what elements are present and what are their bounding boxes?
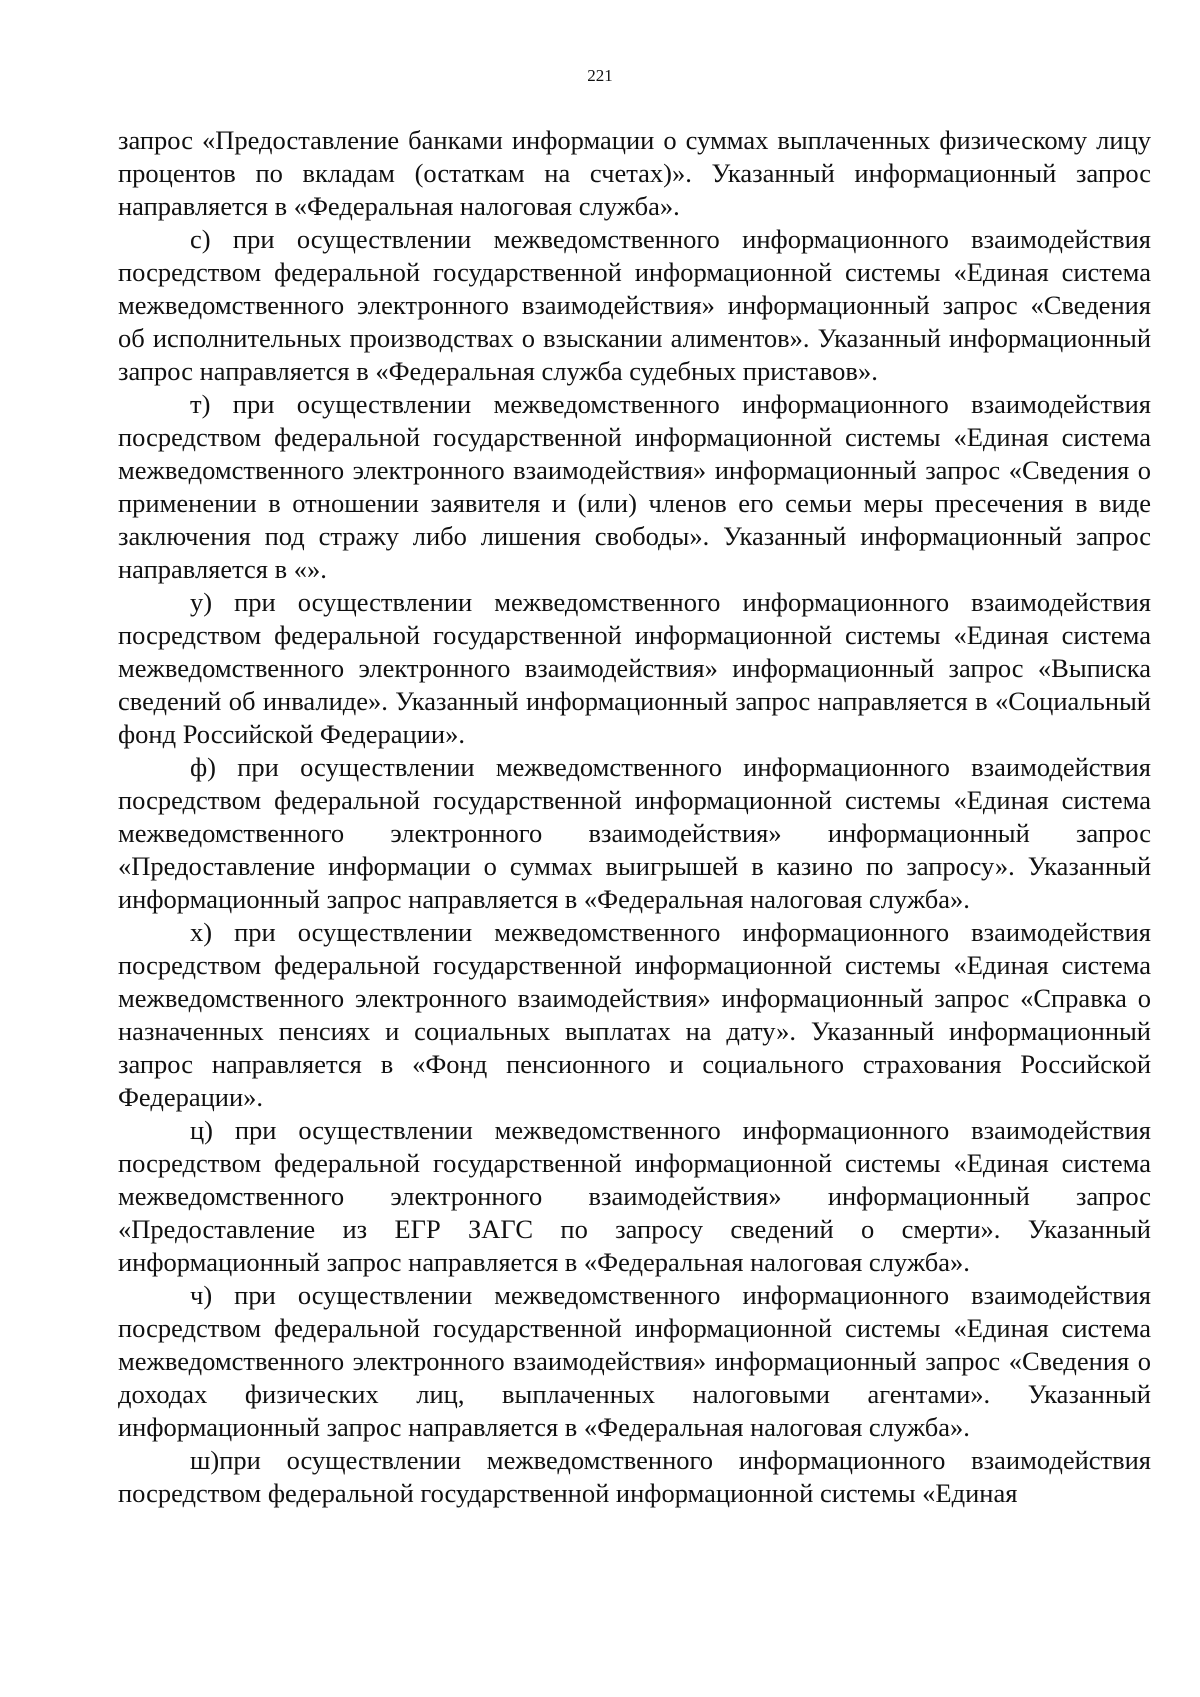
paragraph-continuation: запрос «Предоставление банками информации о суммах выплаченных физическому лицу процентов по вкладам (остаткам на счетах)». Указанный информационный запрос направляется в «Федеральная налоговая служба».: [118, 125, 1151, 221]
paragraph-item-u: у) при осуществлении межведомственного информационного взаимодействия посредством федеральной государственной информационной системы «Единая система межведомственного электронного взаимодействия» информационный запрос «Выписка сведений об инвалиде». Указанный информационный запрос направляется в «Социальный фонд Российской Федерации».: [118, 587, 1151, 749]
paragraph-item-ch: ч) при осуществлении межведомственного информационного взаимодействия посредством федеральной государственной информационной системы «Единая система межведомственного электронного взаимодействия» информационный запрос «Сведения о доходах физических лиц, выплаченных налоговыми агентами». Указанный информационный запрос направляется в «Федеральная налоговая служба».: [118, 1280, 1151, 1442]
paragraph-item-ts: ц) при осуществлении межведомственного информационного взаимодействия посредством федеральной государственной информационной системы «Единая система межведомственного электронного взаимодействия» информационный запрос «Предоставление из ЕГР ЗАГС по запросу сведений о смерти». Указанный информационный запрос направляется в «Федеральная налоговая служба».: [118, 1115, 1151, 1277]
paragraph-item-f: ф) при осуществлении межведомственного информационного взаимодействия посредством федеральной государственной информационной системы «Единая система межведомственного электронного взаимодействия» информационный запрос «Предоставление информации о суммах выигрышей в казино по запросу». Указанный информационный запрос направляется в «Федеральная налоговая служба».: [118, 752, 1151, 914]
paragraph-item-sh: ш)при осуществлении межведомственного информационного взаимодействия посредством федеральной государственной информационной системы «Единая: [118, 1445, 1151, 1508]
paragraph-item-s: с) при осуществлении межведомственного информационного взаимодействия посредством федеральной государственной информационной системы «Единая система межведомственного электронного взаимодействия» информационный запрос «Сведения об исполнительных производствах о взыскании алиментов». Указанный информационный запрос направляется в «Федеральная служба судебных приставов».: [118, 224, 1151, 386]
paragraph-item-t: т) при осуществлении межведомственного информационного взаимодействия посредством федеральной государственной информационной системы «Единая система межведомственного электронного взаимодействия» информационный запрос «Сведения о применении в отношении заявителя и (или) членов его семьи меры пресечения в виде заключения под стражу либо лишения свободы». Указанный информационный запрос направляется в «».: [118, 389, 1151, 584]
page-number: 221: [587, 66, 613, 85]
paragraph-item-kh: х) при осуществлении межведомственного информационного взаимодействия посредством федеральной государственной информационной системы «Единая система межведомственного электронного взаимодействия» информационный запрос «Справка о назначенных пенсиях и социальных выплатах на дату». Указанный информационный запрос направляется в «Фонд пенсионного и социального страхования Российской Федерации».: [118, 917, 1151, 1112]
document-body: [118, 124, 1151, 1510]
